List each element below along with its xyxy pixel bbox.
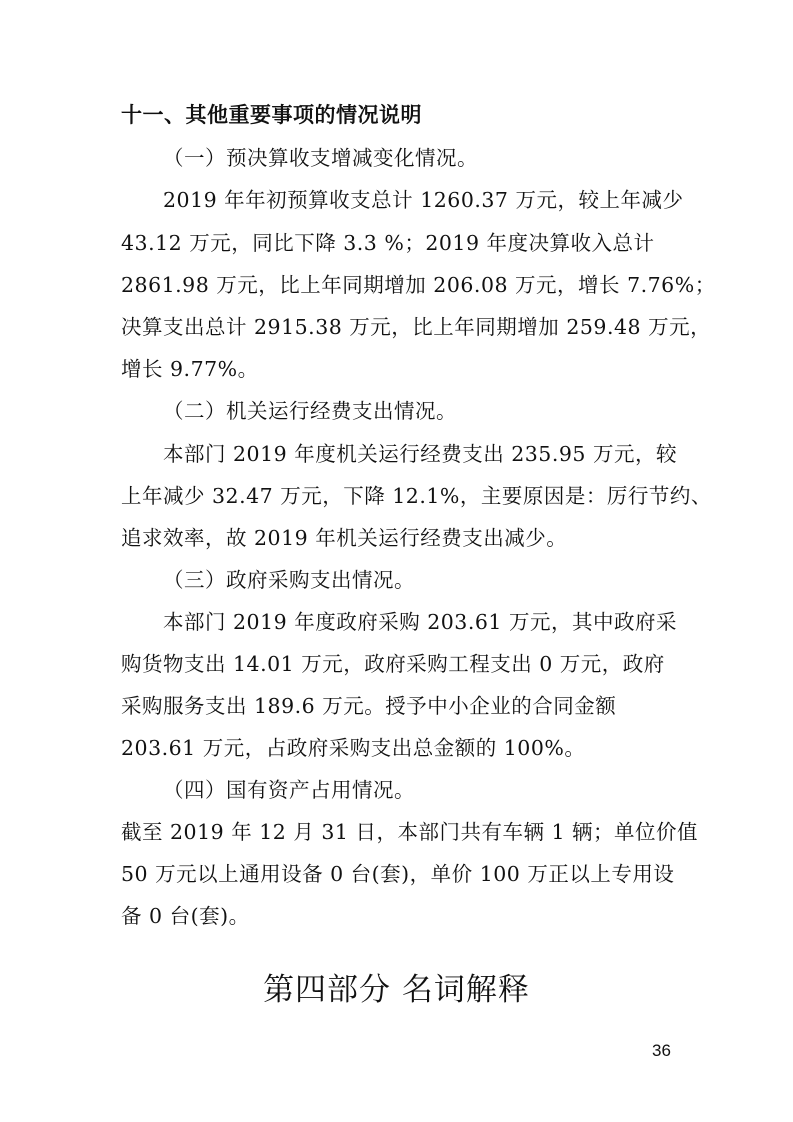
paragraph-line: 2861.98 万元，比上年同期增加 206.08 万元，增长 7.76%；: [121, 273, 716, 297]
paragraph-line: 2019 年年初预算收支总计 1260.37 万元，较上年减少: [163, 188, 684, 212]
paragraph-line: 43.12 万元，同比下降 3.3 %；2019 年度决算收入总计: [121, 231, 655, 255]
subsection-heading-3: （三）政府采购支出情况。: [163, 568, 415, 592]
paragraph-line: 本部门 2019 年度政府采购 203.61 万元，其中政府采: [163, 610, 677, 634]
subsection-heading-2: （二）机关运行经费支出情况。: [163, 399, 457, 423]
paragraph-line: 采购服务支出 189.6 万元。授予中小企业的合同金额: [121, 694, 617, 718]
paragraph-line: 截至 2019 年 12 月 31 日，本部门共有车辆 1 辆；单位价值: [121, 820, 699, 844]
section-title: 十一、其他重要事项的情况说明: [121, 103, 422, 127]
paragraph-line: 决算支出总计 2915.38 万元，比上年同期增加 259.48 万元，: [121, 315, 712, 339]
paragraph-line: 50 万元以上通用设备 0 台(套)，单价 100 万正以上专用设: [121, 862, 675, 886]
subsection-heading-4: （四）国有资产占用情况。: [163, 778, 415, 802]
paragraph-line: 增长 9.77%。: [121, 357, 259, 381]
paragraph-line: 购货物支出 14.01 万元，政府采购工程支出 0 万元，政府: [121, 652, 665, 676]
paragraph-line: 203.61 万元，占政府采购支出总金额的 100%。: [121, 736, 586, 760]
paragraph-line: 追求效率，故 2019 年机关运行经费支出减少。: [121, 526, 568, 550]
part-title: 第四部分 名词解释: [263, 972, 530, 1008]
page-number: 36: [652, 1041, 671, 1060]
subsection-heading-1: （一）预决算收支增减变化情况。: [163, 146, 478, 170]
paragraph-line: 上年减少 32.47 万元，下降 12.1%，主要原因是：厉行节约、: [121, 484, 712, 508]
paragraph-line: 本部门 2019 年度机关运行经费支出 235.95 万元，较: [163, 442, 677, 466]
paragraph-line: 备 0 台(套)。: [121, 904, 250, 928]
